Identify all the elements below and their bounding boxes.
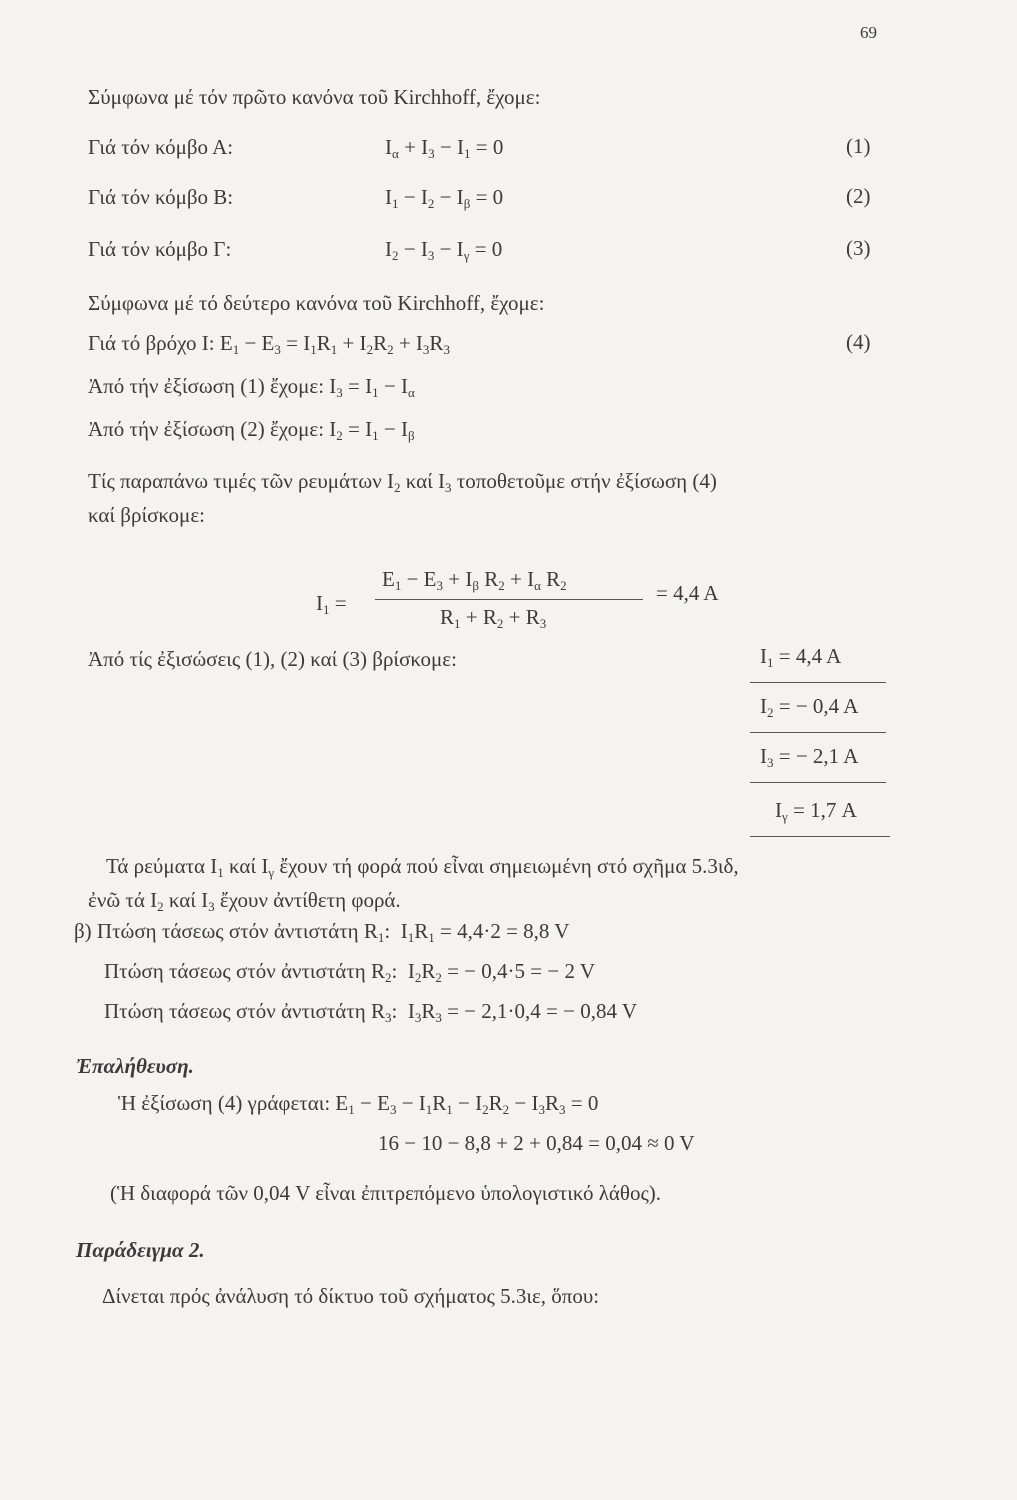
result-i1: $I_1 = 4,4$ A (760, 644, 842, 670)
node-c-equation: $I_2 - I_3 - I_\gamma = 0$ (385, 237, 503, 263)
loop-equation: Γιά τό βρόχο I: $E_1 - E_3 = I_1R_1 + I_2R_2 + I_3R_3$ (88, 331, 450, 357)
verification-heading: Ἐπαλήθευση. (76, 1054, 194, 1078)
node-a-label: Γιά τόν κόμβο Α: (88, 135, 234, 159)
fraction-numerator: $E_1 - E_3 + I_\beta$ $R_2 + I_\alpha$ $R_2$ (382, 567, 567, 593)
voltage-drop-r2: Πτώση τάσεως στόν ἀντιστάτη $R_2$: $I_2R_2$ = − 0,4·5 = − 2 V (104, 959, 595, 985)
node-b-label: Γιά τόν κόμβο Β: (88, 185, 234, 209)
example-heading: Παράδειγμα 2. (76, 1238, 205, 1262)
eq-num-3: (3) (846, 236, 871, 260)
verification-line-1: Ἡ ἐξίσωση (4) γράφεται: $E_1 - E_3 - I_1R_1 - I_2R_2 - I_3R_3 = 0$ (118, 1091, 599, 1117)
voltage-drop-r1: β) Πτώση τάσεως στόν ἀντιστάτη $R_1$: $I_1R_1 = 4,4\cdot 2 = 8,8$ V (74, 919, 570, 945)
substitute-line-1: Τίς παραπάνω τιμές τῶν ρευμάτων $I_2$ καί $I_3$ τοποθετοῦμε στήν ἐξίσωση (4) (88, 469, 717, 495)
verification-note: (Ἡ διαφορά τῶν 0,04 V εἶναι ἐπιτρεπόμενο ὑπολογιστικό λάθος). (110, 1181, 662, 1205)
result-i1-underline (750, 682, 886, 683)
verification-line-2: 16 − 10 − 8,8 + 2 + 0,84 = 0,04 ≈ 0 V (378, 1131, 695, 1155)
fraction-bar (375, 599, 643, 600)
result-i3: $I_3$ = − 2,1 A (760, 744, 859, 770)
result-i3-underline (750, 782, 886, 783)
result-i2-underline (750, 732, 886, 733)
eq-num-2: (2) (846, 184, 871, 208)
results-intro: Ἀπό τίς ἐξισώσεις (1), (2) καί (3) βρίσκομε: (88, 647, 457, 671)
eq-num-1: (1) (846, 134, 871, 158)
from-eq2: Ἀπό τήν ἐξίσωση (2) ἔχομε: $I_2 = I_1 - I_\beta$ (88, 417, 415, 443)
node-c-label: Γιά τόν κόμβο Γ: (88, 237, 232, 261)
from-eq1: Ἀπό τήν ἐξίσωση (1) ἔχομε: $I_3 = I_1 - I_\alpha$ (88, 374, 415, 400)
example-text: Δίνεται πρός ἀνάλυση τό δίκτυο τοῦ σχήματος 5.3ιε, ὅπου: (102, 1284, 600, 1308)
eq-num-4: (4) (846, 330, 871, 354)
first-law-intro: Σύμφωνα μέ τόν πρῶτο κανόνα τοῦ Kirchhoff, ἔχομε: (88, 85, 541, 109)
page-number: 69 (860, 23, 877, 42)
direction-line-1: Τά ρεύματα $I_1$ καί $I_\gamma$ ἔχουν τή φορά πού εἶναι σημειωμένη στό σχῆμα 5.3ιδ, (106, 854, 739, 880)
substitute-line-2: καί βρίσκομε: (88, 503, 205, 527)
result-i2: $I_2$ = − 0,4 A (760, 694, 859, 720)
second-law-intro: Σύμφωνα μέ τό δεύτερο κανόνα τοῦ Kirchhoff, ἔχομε: (88, 291, 545, 315)
node-b-equation: $I_1 - I_2 - I_\beta = 0$ (385, 185, 504, 211)
voltage-drop-r3: Πτώση τάσεως στόν ἀντιστάτη $R_3$: $I_3R_3$ = − 2,1·0,4 = − 0,84 V (104, 999, 637, 1025)
fraction-lhs: $I_1$ = (316, 591, 347, 617)
fraction-result: = 4,4 A (656, 581, 719, 605)
node-a-equation: $I_\alpha + I_3 - I_1 = 0$ (385, 135, 504, 161)
fraction-denominator: $R_1 + R_2 + R_3$ (440, 605, 547, 631)
result-igamma: $I_\gamma = 1,7$ A (775, 798, 857, 824)
direction-line-2: ἐνῶ τά $I_2$ καί $I_3$ ἔχουν ἀντίθετη φορά. (88, 888, 401, 914)
result-igamma-underline (750, 836, 890, 837)
